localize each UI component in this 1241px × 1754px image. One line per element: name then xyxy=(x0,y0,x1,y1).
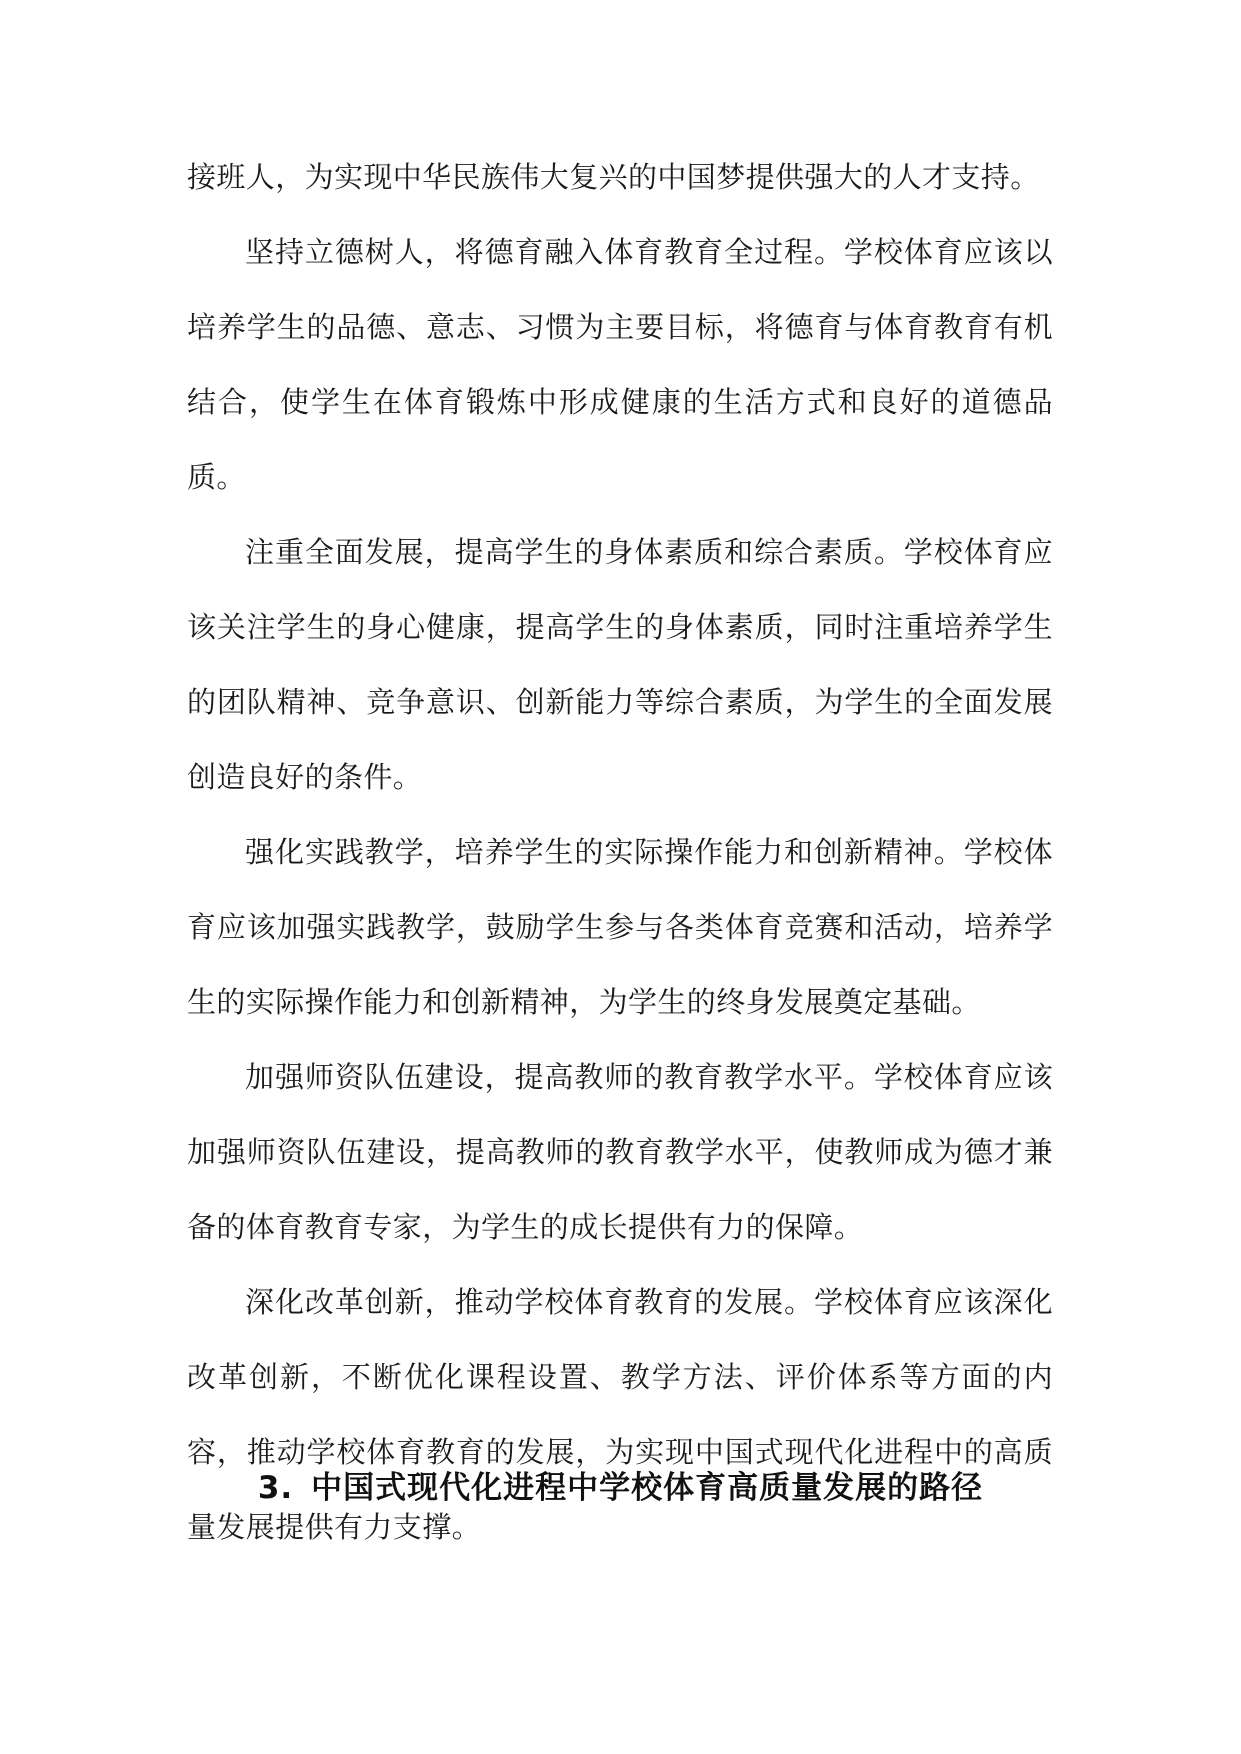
paragraph-teacher-team: 加强师资队伍建设，提高教师的教育教学水平。学校体育应该加强师资队伍建设，提高教师的教育教学水平，使教师成为德才兼备的体育教育专家，为学生的成长提供有力的保障。 xyxy=(187,1060,1053,1244)
paragraph-comprehensive-development: 注重全面发展，提高学生的身体素质和综合素质。学校体育应该关注学生的身心健康，提高学生的身体素质，同时注重培养学生的团队精神、竞争意识、创新能力等综合素质，为学生的全面发展创造良好的条件。 xyxy=(187,535,1053,794)
paragraph-moral-education: 坚持立德树人，将德育融入体育教育全过程。学校体育应该以培养学生的品德、意志、习惯为主要目标，将德育与体育教育有机结合，使学生在体育锻炼中形成健康的生活方式和良好的道德品质。 xyxy=(187,235,1053,494)
paragraph-continuation: 接班人，为实现中华民族伟大复兴的中国梦提供强大的人才支持。 xyxy=(187,160,1040,194)
section-number: 3. xyxy=(257,1470,294,1506)
body-text xyxy=(187,140,1053,1565)
paragraph-reform-innovation: 深化改革创新，推动学校体育教育的发展。学校体育应该深化改革创新，不断优化课程设置、教学方法、评价体系等方面的内容，推动学校体育教育的发展，为实现中国式现代化进程中的高质量发展提供有力支撑。 xyxy=(187,1285,1053,1544)
section-heading xyxy=(0,1468,1241,1508)
paragraph-practical-teaching: 强化实践教学，培养学生的实际操作能力和创新精神。学校体育应该加强实践教学，鼓励学生参与各类体育竞赛和活动，培养学生的实际操作能力和创新精神，为学生的终身发展奠定基础。 xyxy=(187,835,1053,1019)
section-title: 中国式现代化进程中学校体育高质量发展的路径 xyxy=(311,1470,984,1506)
